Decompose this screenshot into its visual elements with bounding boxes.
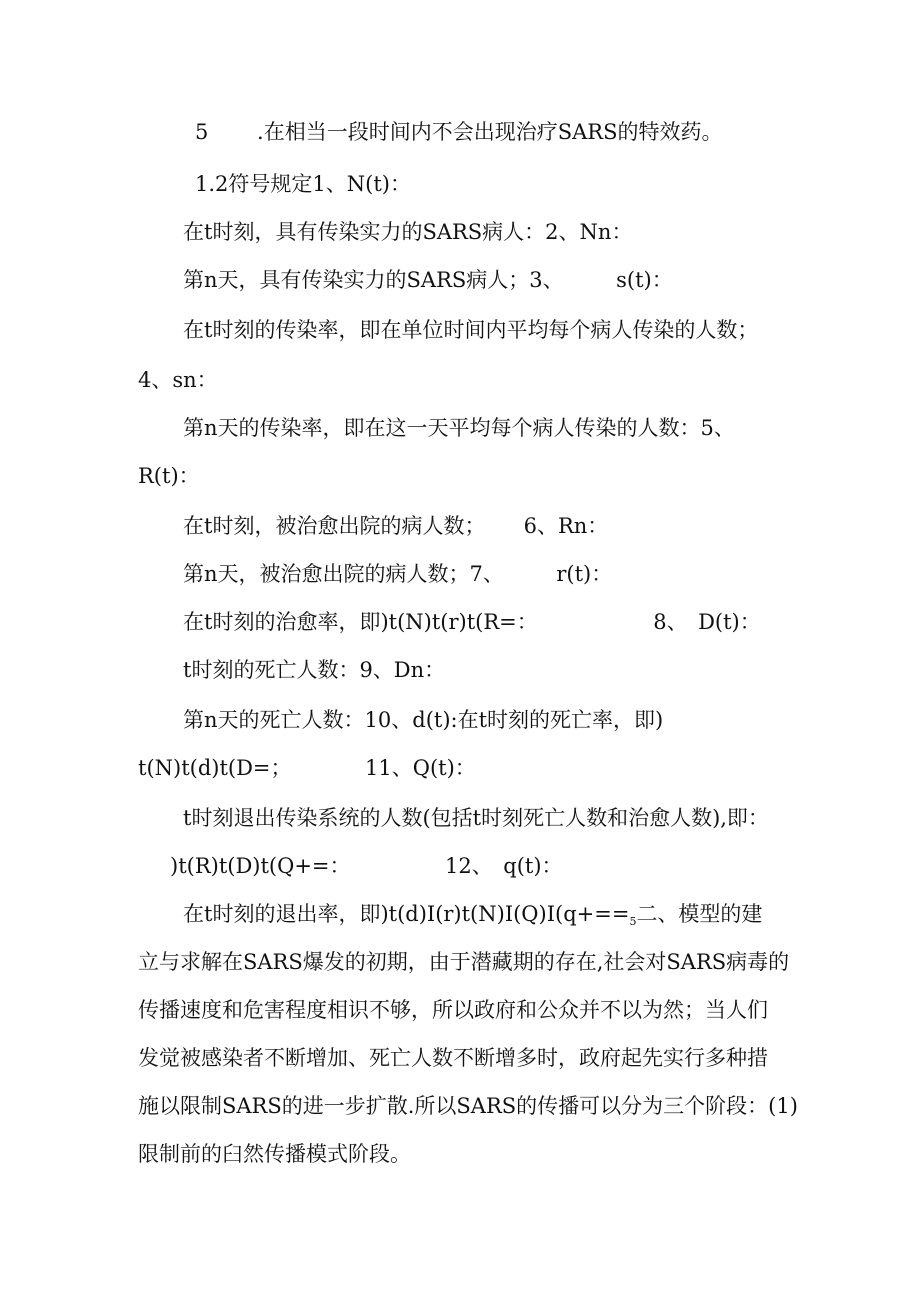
text-line: t时刻的死亡人数：9、Dn： [183,658,446,682]
text-line: 在t时刻的传染率，即在单位时间内平均每个病人传染的人数； [183,318,759,342]
text-line: 在t时刻，具有传染实力的SARS病人：2、Nn： [183,220,633,244]
text-line: R(t)： [138,464,200,488]
text-line: 4、sn： [138,368,218,392]
text-line: 施以限制SARS的进一步扩散.所以SARS的传播可以分为三个阶段：(1) [138,1094,798,1118]
subscript-number: 5 [629,915,637,928]
text-line: 立与求解在SARS爆发的初期，由于潜藏期的存在,社会对SARS病毒的 [138,950,790,974]
text-line [183,900,762,936]
text-line: 第n天的死亡人数：10、d(t):在t时刻的死亡率，即) [183,708,664,732]
text-line: )t(R)t(D)t(Q+=： 12、 q(t)： [170,854,563,878]
text-line: 发觉被感染者不断增加、死亡人数不断增多时，政府起先实行多种措 [138,1046,768,1070]
section-heading: 二、模型的建 [636,902,763,926]
text-line: 第n天，具有传染实力的SARS病人；3、 s(t)： [183,268,673,292]
text-line: 1.2符号规定1、N(t)： [195,172,411,196]
text-line: 5 .在相当一段时间内不会出现治疗SARS的特效药。 [195,120,723,144]
text-line: 传播速度和危害程度相识不够，所以政府和公众并不以为然；当人们 [138,998,768,1022]
text-line: 第n天，被治愈出院的病人数；7、 r(t)： [183,562,613,586]
text-line: t时刻退出传染系统的人数(包括t时刻死亡人数和治愈人数),即： [183,806,769,830]
text-line: 在t时刻，被治愈出院的病人数； 6、Rn： [183,514,609,538]
text-run: 在t时刻的退出率，即)t(d)I(r)t(N)I(Q)I(q+== [183,902,630,926]
text-line: 在t时刻的治愈率，即)t(N)t(r)t(R=： 8、 D(t)： [183,610,761,634]
text-line: t(N)t(d)t(D=； 11、Q(t)： [138,756,476,780]
text-line: 限制前的臼然传播模式阶段。 [138,1142,411,1166]
text-line: 第n天的传染率，即在这一天平均每个病人传染的人数：5、 [183,416,735,440]
